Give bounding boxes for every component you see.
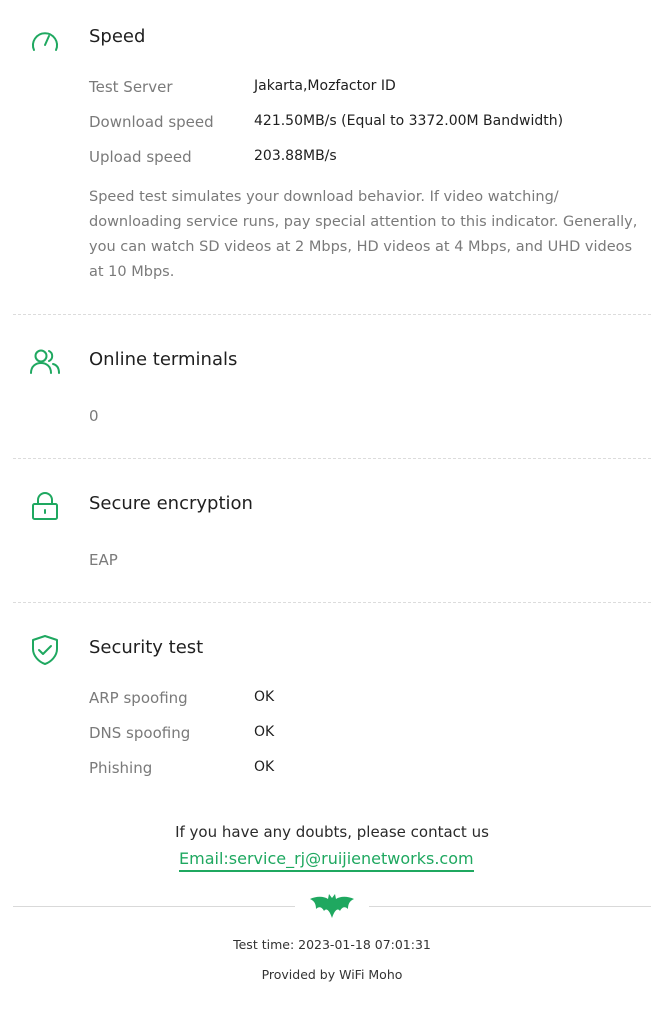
test-server-value: Jakarta,Mozfactor ID — [254, 78, 396, 94]
speed-title: Speed — [89, 26, 146, 47]
online-terminals-title: Online terminals — [89, 349, 238, 370]
secure-encryption-value: EAP — [89, 551, 118, 569]
download-speed-label: Download speed — [89, 113, 214, 131]
upload-speed-value: 203.88MB/s — [254, 148, 337, 164]
speedometer-icon — [28, 24, 62, 58]
arp-spoofing-label: ARP spoofing — [89, 689, 188, 707]
divider — [13, 602, 651, 603]
divider — [13, 458, 651, 459]
online-terminals-value: 0 — [89, 407, 99, 425]
footer-divider-right — [369, 906, 651, 907]
footer-divider-left — [13, 906, 295, 907]
phishing-label: Phishing — [89, 759, 153, 777]
shield-check-icon — [28, 633, 62, 667]
contact-text: If you have any doubts, please contact us — [175, 823, 489, 841]
test-time: Test time: 2023-01-18 07:01:31 — [233, 937, 431, 952]
dns-spoofing-value: OK — [254, 724, 275, 740]
provided-by: Provided by WiFi Moho — [261, 967, 403, 982]
lock-icon — [28, 490, 62, 524]
test-server-label: Test Server — [89, 78, 173, 96]
secure-encryption-title: Secure encryption — [89, 493, 253, 514]
email-link[interactable]: Email:service_rj@ruijienetworks.com — [179, 849, 474, 872]
bat-logo-icon — [310, 892, 354, 920]
phishing-value: OK — [254, 759, 275, 775]
users-icon — [28, 345, 62, 379]
arp-spoofing-value: OK — [254, 689, 275, 705]
dns-spoofing-label: DNS spoofing — [89, 724, 191, 742]
security-test-title: Security test — [89, 637, 204, 658]
divider — [13, 314, 651, 315]
download-speed-value: 421.50MB/s (Equal to 3372.00M Bandwidth) — [254, 113, 564, 129]
upload-speed-label: Upload speed — [89, 148, 192, 166]
speed-description: Speed test simulates your download behavior. If video watching/ downloading service runs, pay special attention to this indicator. Generally, you can watch SD videos at 2 Mbps, HD videos at 4 Mbps, and UHD videos at 10 Mbps. — [89, 189, 638, 280]
